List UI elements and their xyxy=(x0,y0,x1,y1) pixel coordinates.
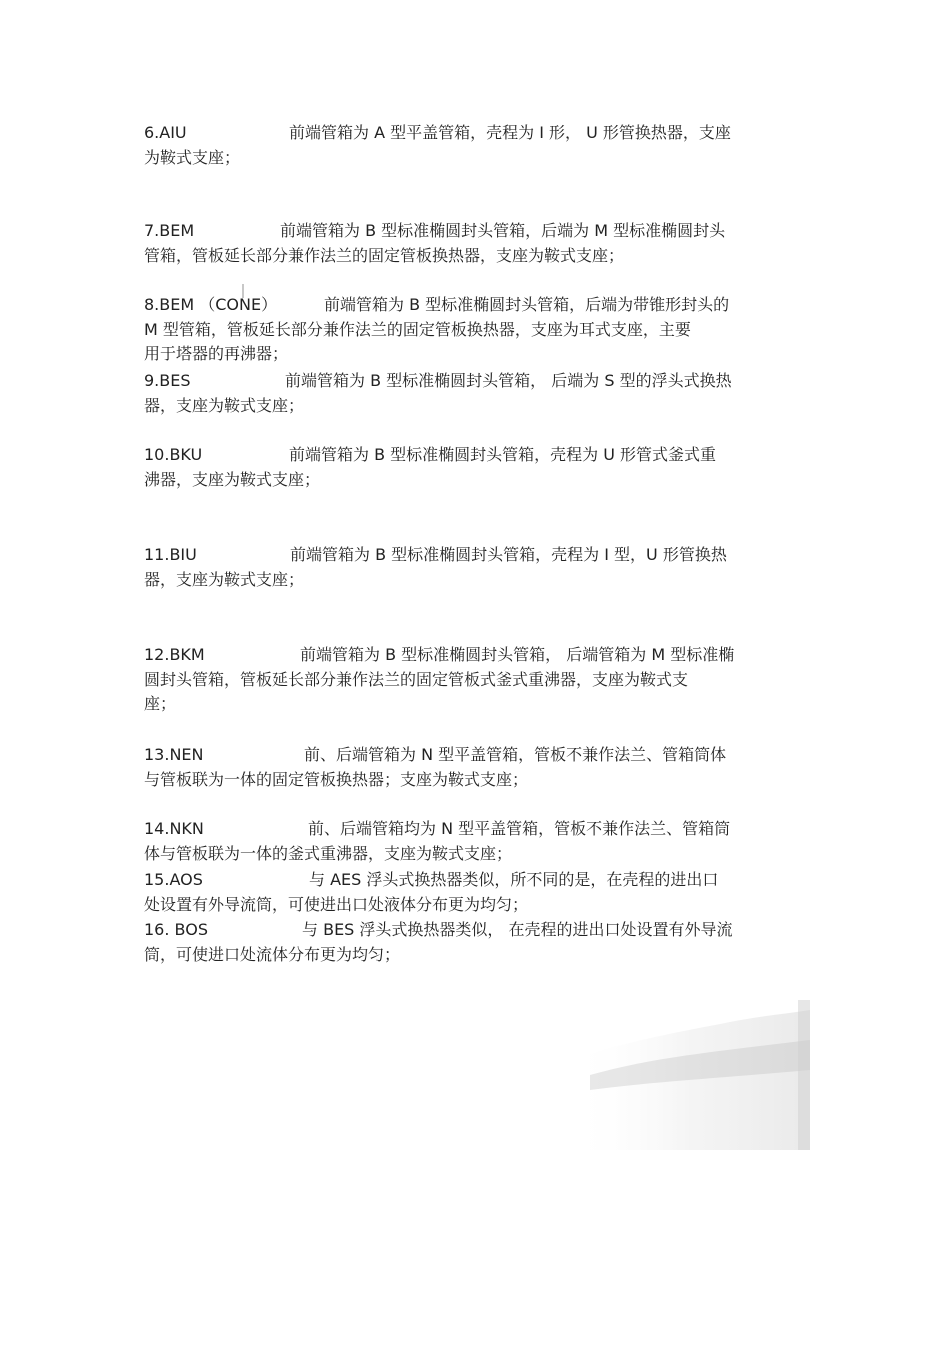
entry-code: 10.BKU xyxy=(144,445,203,464)
entry-text: 与 AES 浮头式换热器类似，所不同的是，在壳程的进出口 xyxy=(309,870,719,889)
entry-code: 8.BEM （CONE） xyxy=(144,295,278,314)
entry xyxy=(144,543,804,592)
entry-code: 9.BES xyxy=(144,371,191,390)
entry-first-line xyxy=(144,868,804,893)
entry-code: 7.BEM xyxy=(144,221,195,240)
entry-continuation: M 型管箱，管板延长部分兼作法兰的固定管板换热器，支座为耳式支座，主要 xyxy=(144,319,691,339)
entry-code: 11.BIU xyxy=(144,545,197,564)
entry xyxy=(144,293,804,367)
entry-text: 前端管箱为 B 型标准椭圆封头管箱，后端为 M 型标准椭圆封头 xyxy=(280,221,726,240)
entry-continuation: 处设置有外导流筒，可使进出口处液体分布更为均匀； xyxy=(144,894,529,914)
entry-first-line xyxy=(144,121,804,146)
entry-continuation: 为鞍式支座； xyxy=(144,147,241,167)
entry-continuation: 座； xyxy=(144,694,177,713)
entry-text: 前、后端管箱为 N 型平盖管箱，管板不兼作法兰、管箱筒体 xyxy=(304,745,727,764)
entry xyxy=(144,918,804,967)
entry-text: 前端管箱为 B 型标准椭圆封头管箱， 后端管箱为 M 型标准椭 xyxy=(300,645,735,664)
entry-text: 前端管箱为 B 型标准椭圆封头管箱， 后端为 S 型的浮头式换热 xyxy=(285,371,732,390)
entry-code: 15.AOS xyxy=(144,870,203,889)
entry-first-line xyxy=(144,918,804,943)
entry-first-line xyxy=(144,543,804,568)
entry-text: 与 BES 浮头式换热器类似， 在壳程的进出口处设置有外导流 xyxy=(302,920,733,939)
entry-text: 前端管箱为 B 型标准椭圆封头管箱，后端为带锥形封头的 xyxy=(324,295,730,314)
entry xyxy=(144,443,804,492)
entry-continuation: 圆封头管箱，管板延长部分兼作法兰的固定管板式釜式重沸器，支座为鞍式支 xyxy=(144,669,689,689)
entry-continuation: 沸器，支座为鞍式支座； xyxy=(144,469,321,489)
entry-code: 12.BKM xyxy=(144,645,205,664)
entry-continuation: 管箱，管板延长部分兼作法兰的固定管板换热器，支座为鞍式支座； xyxy=(144,245,625,265)
entry-code: 13.NEN xyxy=(144,745,204,764)
entry-first-line xyxy=(144,293,804,318)
watermark-landscape xyxy=(570,1000,810,1150)
entry-first-line xyxy=(144,817,804,842)
entry-first-line xyxy=(144,743,804,768)
entry-code: 16. BOS xyxy=(144,920,208,939)
entry-first-line xyxy=(144,643,804,668)
entry-continuation: 与管板联为一体的固定管板换热器；支座为鞍式支座； xyxy=(144,769,529,789)
entry-code: 6.AIU xyxy=(144,123,187,142)
entry-first-line xyxy=(144,443,804,468)
entry-text: 前端管箱为 A 型平盖管箱，壳程为 I 形， U 形管换热器，支座 xyxy=(289,123,731,142)
entry-continuation: 器，支座为鞍式支座； xyxy=(144,569,305,589)
entry-first-line xyxy=(144,219,804,244)
entry-text: 前、后端管箱均为 N 型平盖管箱，管板不兼作法兰、管箱筒 xyxy=(308,819,731,838)
entry xyxy=(144,868,804,917)
entry-continuation: 器，支座为鞍式支座； xyxy=(144,395,305,415)
entry-text: 前端管箱为 B 型标准椭圆封头管箱，壳程为 I 型，U 形管换热 xyxy=(290,545,727,564)
entry-text: 前端管箱为 B 型标准椭圆封头管箱，壳程为 U 形管式釜式重 xyxy=(289,445,717,464)
entry-continuation: 体与管板联为一体的釜式重沸器，支座为鞍式支座； xyxy=(144,843,513,863)
entry xyxy=(144,817,804,866)
entry xyxy=(144,643,804,717)
entry xyxy=(144,219,804,268)
entry xyxy=(144,369,804,418)
entry-continuation: 用于塔器的再沸器； xyxy=(144,344,289,363)
entry-continuation: 筒，可使进口处流体分布更为均匀； xyxy=(144,944,401,964)
entry xyxy=(144,743,804,792)
entry-first-line xyxy=(144,369,804,394)
entry-code: 14.NKN xyxy=(144,819,204,838)
entry xyxy=(144,121,804,170)
